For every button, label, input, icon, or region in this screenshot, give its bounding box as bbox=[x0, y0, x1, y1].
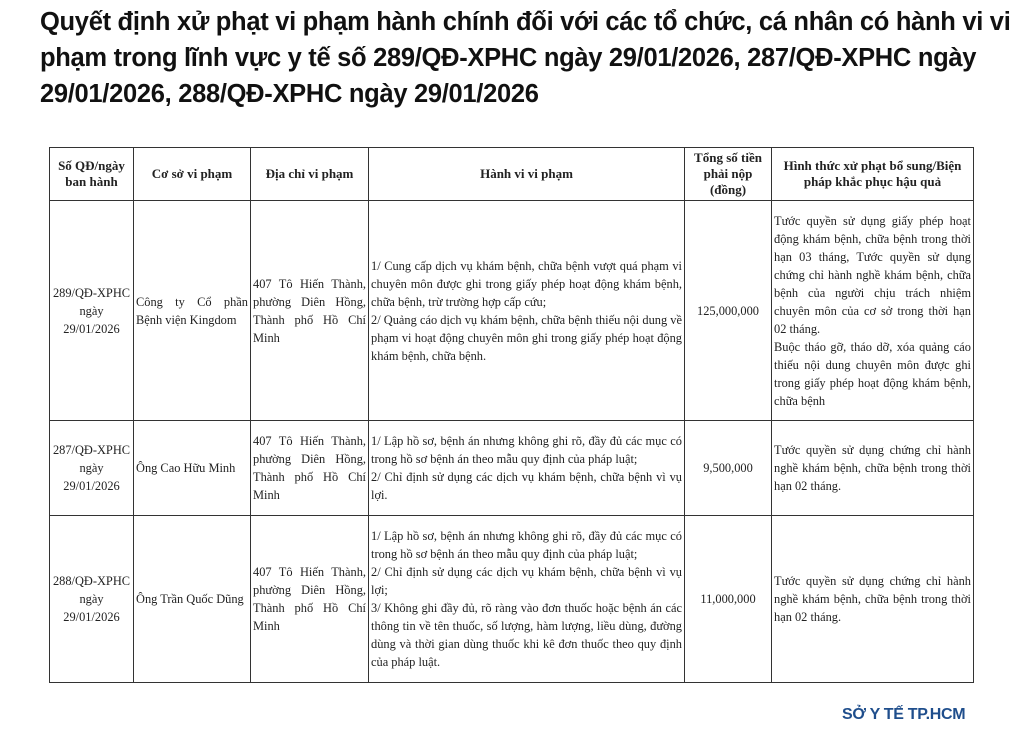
violation-item: 2/ Chỉ định sử dụng các dịch vụ khám bệnh, chữa bệnh vì vụ lợi. bbox=[371, 470, 682, 502]
violation-item: 2/ Quảng cáo dịch vụ khám bệnh, chữa bệnh thiếu nội dung về phạm vi hoạt động chuyên môn ghi trong giấy phép hoạt động khám bệnh, chữa bệnh. bbox=[371, 312, 682, 363]
penalties-cell bbox=[772, 516, 974, 683]
address-cell: 407 Tô Hiến Thành, phường Diên Hồng, Thành phố Hồ Chí Minh bbox=[251, 516, 369, 683]
violation-item: 1/ Lập hồ sơ, bệnh án nhưng không ghi rõ, đầy đủ các mục có trong hồ sơ bệnh án theo mẫu quy định của pháp luật; bbox=[371, 529, 682, 561]
penalty-table bbox=[49, 147, 974, 683]
violations-cell bbox=[369, 421, 685, 516]
violations-cell bbox=[369, 516, 685, 683]
amount-cell: 11,000,000 bbox=[685, 516, 772, 683]
decision-cell: 288/QĐ-XPHC ngày 29/01/2026 bbox=[50, 516, 134, 683]
table-row bbox=[50, 201, 974, 421]
address-cell: 407 Tô Hiến Thành, phường Diên Hồng, Thành phố Hồ Chí Minh bbox=[251, 201, 369, 421]
table-row bbox=[50, 516, 974, 683]
header-entity: Cơ sở vi phạm bbox=[134, 148, 251, 201]
amount-cell: 9,500,000 bbox=[685, 421, 772, 516]
header-penalties: Hình thức xử phạt bổ sung/Biện pháp khắc phục hậu quả bbox=[772, 148, 974, 201]
violation-item: 3/ Không ghi đầy đủ, rõ ràng vào đơn thuốc hoặc bệnh án các thông tin về tên thuốc, số lượng, hàm lượng, liều dùng, đường dùng và thời gian dùng thuốc khi kê đơn thuốc theo quy định của pháp luật. bbox=[371, 601, 682, 669]
penalty-item: Tước quyền sử dụng chứng chỉ hành nghề khám bệnh, chữa bệnh trong thời hạn 02 tháng. bbox=[774, 443, 971, 493]
violation-item: 1/ Cung cấp dịch vụ khám bệnh, chữa bệnh vượt quá phạm vi chuyên môn được ghi trong giấy phép hoạt động khám bệnh, chữa bệnh, trừ trường hợp cấp cứu; bbox=[371, 258, 682, 309]
table-row bbox=[50, 421, 974, 516]
table-header-row bbox=[50, 148, 974, 201]
entity-cell: Công ty Cổ phần Bệnh viện Kingdom bbox=[134, 201, 251, 421]
violation-item: 1/ Lập hồ sơ, bệnh án nhưng không ghi rõ, đầy đủ các mục có trong hồ sơ bệnh án theo mẫu quy định của pháp luật; bbox=[371, 434, 682, 466]
source-label: SỞ Y TẾ TP.HCM bbox=[842, 706, 966, 723]
penalties-cell bbox=[772, 421, 974, 516]
amount-cell: 125,000,000 bbox=[685, 201, 772, 421]
entity-cell: Ông Cao Hữu Minh bbox=[134, 421, 251, 516]
entity-cell: Ông Trần Quốc Dũng bbox=[134, 516, 251, 683]
penalty-item: Tước quyền sử dụng chứng chỉ hành nghề khám bệnh, chữa bệnh trong thời hạn 02 tháng. bbox=[774, 574, 971, 624]
page-title: Quyết định xử phạt vi phạm hành chính đối với các tổ chức, cá nhân có hành vi vi phạm trong lĩnh vực y tế số 289/QĐ-XPHC ngày 29/01/2026, 287/QĐ-XPHC ngày 29/01/2026, 288/QĐ-XPHC ngày 29/01/2026 bbox=[40, 8, 1011, 108]
address-cell: 407 Tô Hiến Thành, phường Diên Hồng, Thành phố Hồ Chí Minh bbox=[251, 421, 369, 516]
violations-cell bbox=[369, 201, 685, 421]
header-amount: Tổng số tiền phải nộp (đồng) bbox=[685, 148, 772, 201]
header-address: Địa chỉ vi phạm bbox=[251, 148, 369, 201]
penalties-cell bbox=[772, 201, 974, 421]
decision-cell: 289/QĐ-XPHC ngày 29/01/2026 bbox=[50, 201, 134, 421]
violation-item: 2/ Chỉ định sử dụng các dịch vụ khám bệnh, chữa bệnh vì vụ lợi; bbox=[371, 565, 682, 597]
penalty-item: Tước quyền sử dụng giấy phép hoạt động khám bệnh, chữa bệnh trong thời hạn 03 tháng, Tước quyền sử dụng chứng chỉ hành nghề khám bệnh, chữa bệnh của người chịu trách nhiệm chuyên môn của cơ sở trong thời hạn 02 tháng. bbox=[774, 213, 971, 336]
decision-cell: 287/QĐ-XPHC ngày 29/01/2026 bbox=[50, 421, 134, 516]
header-violations: Hành vi vi phạm bbox=[369, 148, 685, 201]
header-decision: Số QĐ/ngày ban hành bbox=[50, 148, 134, 201]
penalty-item: Buộc tháo gỡ, tháo dỡ, xóa quảng cáo thiếu nội dung chuyên môn được ghi trong giấy phép hoạt động khám bệnh, chữa bệnh bbox=[774, 339, 971, 408]
